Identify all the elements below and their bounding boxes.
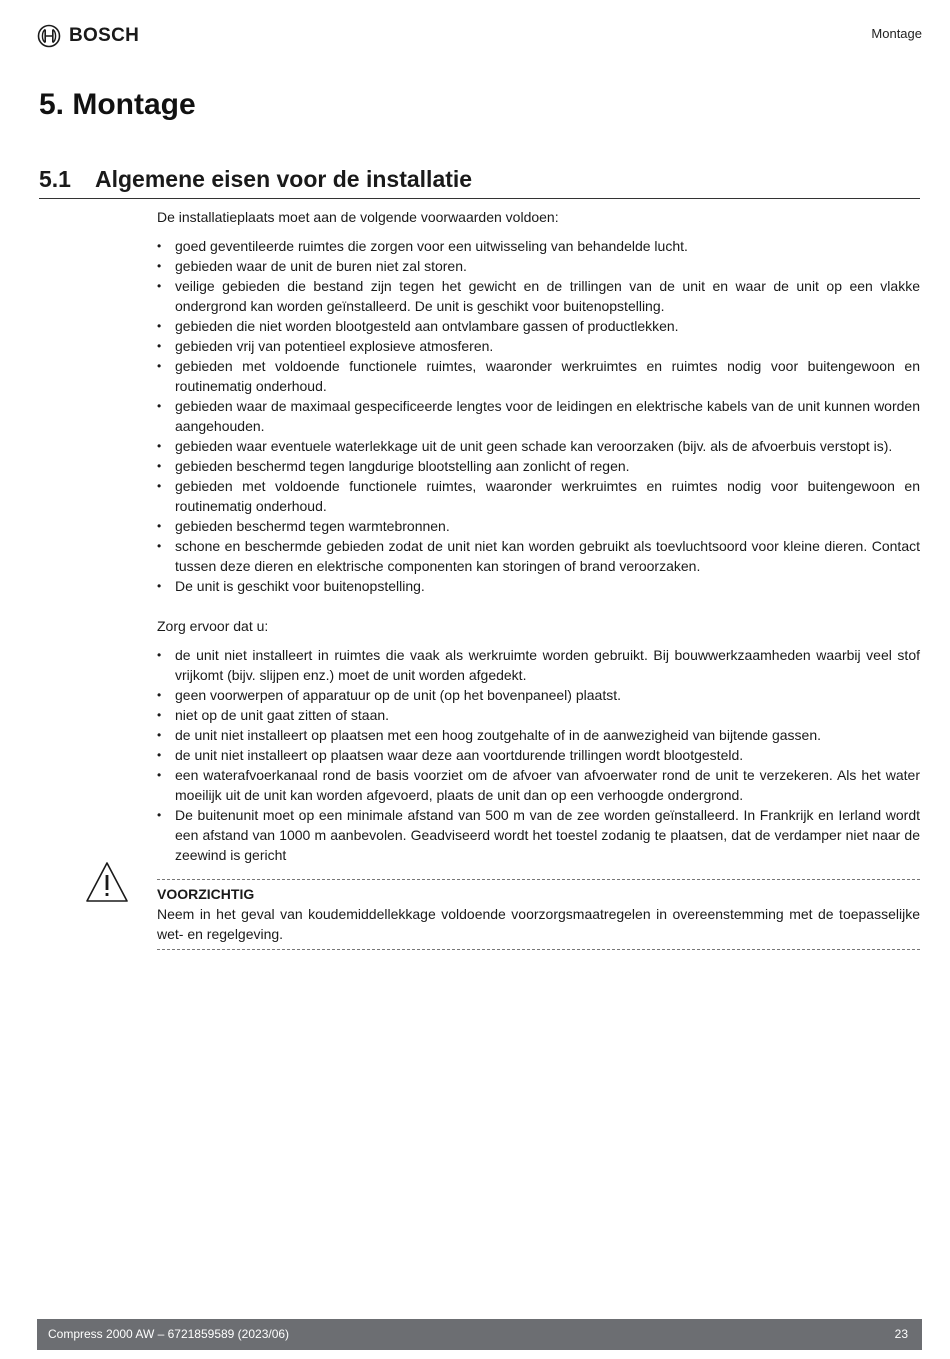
list-item-text: veilige gebieden die bestand zijn tegen het gewicht en de trillingen van de unit en waar de unit op een vlakke ondergrond kan worden geïnstalleerd. De unit is geschikt voor buitenopstelling. bbox=[175, 278, 920, 314]
section-number: 5.1 bbox=[39, 166, 71, 192]
caution-text: Neem in het geval van koudemiddellekkage voldoende voorzorgsmaatregelen in overeenstemming met de toepasselijke wet- en regelgeving. bbox=[157, 906, 920, 942]
bullet-icon: • bbox=[157, 688, 162, 702]
warning-triangle-icon bbox=[84, 860, 130, 909]
bullet-icon: • bbox=[157, 279, 162, 293]
list-item-text: de unit niet installeert in ruimtes die vaak als werkruimte worden gebruikt. Bij bouwwerkzaamheden waarbij veel stof vrijkomt (bijv. slijpen enz.) moet de unit worden afgedekt. bbox=[175, 647, 920, 683]
bullet-icon: • bbox=[157, 708, 162, 722]
list-item bbox=[157, 576, 920, 596]
bullet-icon: • bbox=[157, 768, 162, 782]
list-item-text: gebieden waar eventuele waterlekkage uit de unit geen schade kan veroorzaken (bijv. als de afvoerbuis verstopt is). bbox=[175, 438, 893, 454]
bullet-icon: • bbox=[157, 459, 162, 473]
header-section-name: Montage bbox=[871, 26, 922, 41]
bullet-icon: • bbox=[157, 519, 162, 533]
page-header bbox=[37, 22, 922, 50]
list-item bbox=[157, 236, 920, 256]
list-item bbox=[157, 356, 920, 396]
list-item bbox=[157, 336, 920, 356]
list-item-text: gebieden vrij van potentieel explosieve atmosferen. bbox=[175, 338, 494, 354]
list-item-text: gebieden waar de maximaal gespecificeerde lengtes voor de leidingen en elektrische kabels van de unit kunnen worden aangehouden. bbox=[175, 398, 920, 434]
list-item bbox=[157, 396, 920, 436]
list-item bbox=[157, 705, 920, 725]
list-item bbox=[157, 725, 920, 745]
footer-document-info: Compress 2000 AW – 6721859589 (2023/06) bbox=[48, 1327, 290, 1341]
bullet-icon: • bbox=[157, 339, 162, 353]
requirements-list bbox=[157, 236, 920, 596]
main-content bbox=[157, 207, 920, 865]
list-item bbox=[157, 745, 920, 765]
list-item bbox=[157, 536, 920, 576]
list-item-text: de unit niet installeert op plaatsen met een hoog zoutgehalte of in de aanwezigheid van bijtende gassen. bbox=[175, 727, 822, 743]
list-item-text: gebieden die niet worden blootgesteld aan ontvlambare gassen of productlekken. bbox=[175, 318, 679, 334]
spacer bbox=[157, 596, 920, 616]
list-item bbox=[157, 516, 920, 536]
bullet-icon: • bbox=[157, 319, 162, 333]
chapter-title: 5. Montage bbox=[39, 88, 196, 121]
list-item bbox=[157, 805, 920, 865]
list-item bbox=[157, 685, 920, 705]
list-item-text: gebieden beschermd tegen langdurige blootstelling aan zonlicht of regen. bbox=[175, 458, 630, 474]
list-item bbox=[157, 316, 920, 336]
list-item bbox=[157, 476, 920, 516]
bullet-icon: • bbox=[157, 399, 162, 413]
list-item bbox=[157, 456, 920, 476]
caution-box bbox=[157, 879, 920, 950]
list-item bbox=[157, 436, 920, 456]
ensure-intro: Zorg ervoor dat u: bbox=[157, 618, 269, 634]
requirements-intro: De installatieplaats moet aan de volgende voorwaarden voldoen: bbox=[157, 209, 559, 225]
list-item-text: De unit is geschikt voor buitenopstelling. bbox=[175, 578, 425, 594]
list-item-text: De buitenunit moet op een minimale afstand van 500 m van de zee worden geïnstalleerd. In Frankrijk en Ierland wordt een afstand van 1000 m aanbevolen. Geadviseerd wordt het toestel zodanig te plaatsen, dat de verdamper niet naar de zeewind is gericht bbox=[175, 807, 920, 863]
list-item-text: de unit niet installeert op plaatsen waar deze aan voortdurende trillingen wordt blootgesteld. bbox=[175, 747, 744, 763]
bullet-icon: • bbox=[157, 259, 162, 273]
bullet-icon: • bbox=[157, 808, 162, 822]
bullet-icon: • bbox=[157, 579, 162, 593]
bullet-icon: • bbox=[157, 439, 162, 453]
list-item-text: gebieden waar de unit de buren niet zal storen. bbox=[175, 258, 467, 274]
section-title: Algemene eisen voor de installatie bbox=[95, 166, 473, 192]
bullet-icon: • bbox=[157, 479, 162, 493]
list-item-text: gebieden beschermd tegen warmtebronnen. bbox=[175, 518, 450, 534]
list-item-text: schone en beschermde gebieden zodat de unit niet kan worden gebruikt als toevluchtsoord voor kleine dieren. Contact tussen deze dieren en elektrische componenten kan storingen of brand veroorzaken. bbox=[175, 538, 920, 574]
list-item bbox=[157, 765, 920, 805]
bullet-icon: • bbox=[157, 359, 162, 373]
brand-name: BOSCH bbox=[69, 25, 140, 46]
list-item-text: niet op de unit gaat zitten of staan. bbox=[175, 707, 390, 723]
list-item-text: een waterafvoerkanaal rond de basis voorziet om de afvoer van afvoerwater rond de unit te verzekeren. Als het water moeilijk uit de unit kan worden afgevoerd, plaats de unit dan op een verhoogde ondergrond. bbox=[175, 767, 920, 803]
list-item bbox=[157, 276, 920, 316]
bosch-logo bbox=[37, 24, 139, 48]
ensure-list bbox=[157, 645, 920, 865]
bullet-icon: • bbox=[157, 728, 162, 742]
section-heading bbox=[39, 166, 920, 199]
list-item-text: gebieden met voldoende functionele ruimtes, waaronder werkruimtes en ruimtes nodig voor buitengewoon en routinematig onderhoud. bbox=[175, 478, 920, 514]
list-item-text: gebieden met voldoende functionele ruimtes, waaronder werkruimtes en ruimtes nodig voor buitengewoon en routinematig onderhoud. bbox=[175, 358, 920, 394]
page-number: 23 bbox=[894, 1327, 908, 1341]
page-footer bbox=[37, 1319, 922, 1350]
list-item-text: goed geventileerde ruimtes die zorgen voor een uitwisseling van behandelde lucht. bbox=[175, 238, 688, 254]
bullet-icon: • bbox=[157, 239, 162, 253]
list-item-text: geen voorwerpen of apparatuur op de unit (op het bovenpaneel) plaatst. bbox=[175, 687, 621, 703]
list-item bbox=[157, 645, 920, 685]
bullet-icon: • bbox=[157, 648, 162, 662]
list-item bbox=[157, 256, 920, 276]
bullet-icon: • bbox=[157, 748, 162, 762]
bosch-armature-icon bbox=[37, 24, 61, 48]
caution-title: VOORZICHTIG bbox=[157, 886, 255, 902]
bullet-icon: • bbox=[157, 539, 162, 553]
